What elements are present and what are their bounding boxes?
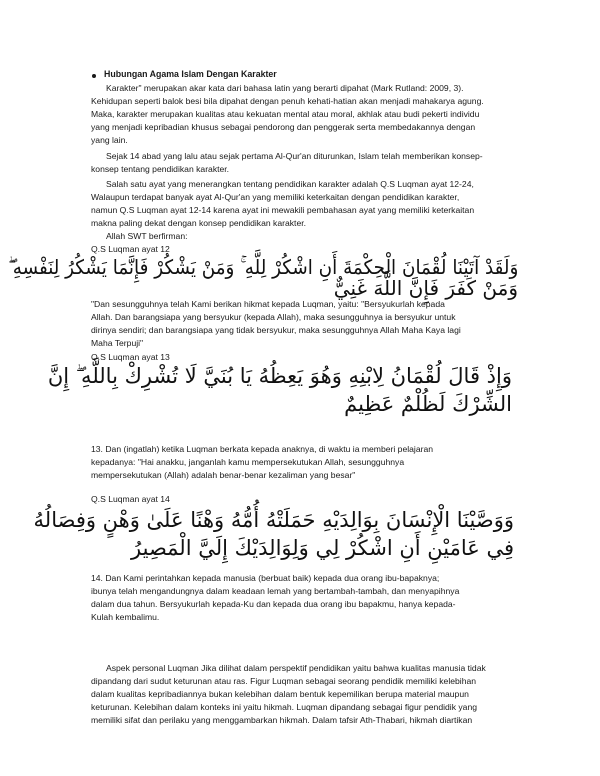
ayat-14-arabic-line: وَوَصَّيْنَا الْإِنْسَانَ بِوَالِدَيْهِ حَمَلَتْهُ أُمُّهُ وَهْنًا عَلَىٰ وَهْنٍ وَفِصَالُهُ [33, 508, 514, 532]
paragraph-line: yang lain. [91, 135, 128, 145]
paragraph-line: makna paling dekat dengan konsep pendidikan karakter. [91, 218, 306, 228]
ayat-12-translation-line: "Dan sesungguhnya telah Kami berikan hikmat kepada Luqman, yaitu: "Bersyukurlah kepada [91, 299, 445, 309]
paragraph-line: Kehidupan seperti balok besi bila dipahat dengan penuh kehati-hatian akan menjadi mahakarya agung. [91, 96, 484, 106]
ayat-12-arabic-line: وَمَنْ كَفَرَ فَإِنَّ اللَّهَ غَنِيٌّ [333, 276, 518, 300]
ayat-13-translation-line: mempersekutukan (Allah) adalah benar-benar kezaliman yang besar" [91, 470, 356, 480]
ayat-12-translation-line: Maha Terpuji" [91, 338, 144, 348]
ayat-14-arabic-line: فِي عَامَيْنِ أَنِ اشْكُرْ لِي وَلِوَالِدَيْكَ إِلَيَّ الْمَصِيرُ [131, 536, 514, 560]
paragraph-line: namun Q.S Luqman ayat 12-14 karena ayat ini mewakili pembahasan ayat yang memiliki keterkaitan [91, 205, 475, 215]
paragraph-line: konsep tentang pendidikan karakter. [91, 164, 230, 174]
ayat-13-translation-line: 13. Dan (ingatlah) ketika Luqman berkata kepada anaknya, di waktu ia memberi pelajaran [91, 444, 434, 454]
ayat-14-label: Q.S Luqman ayat 14 [91, 494, 170, 504]
ayat-13-arabic-line: وَإِذْ قَالَ لُقْمَانُ لِابْنِهِ وَهُوَ يَعِظُهُ يَا بُنَيَّ لَا تُشْرِكْ بِاللَّهِ ۖ إِنَّ [47, 364, 512, 388]
ayat-12-arabic-line: وَلَقَدْ آتَيْنَا لُقْمَانَ الْحِكْمَةَ أَنِ اشْكُرْ لِلَّهِ ۚ وَمَنْ يَشْكُرْ فَإِنَّمَا يَشْكُرُ لِنَفْسِهِ ۖ [7, 255, 518, 279]
paragraph-line: Maka, karakter merupakan kualitas atau kekuatan mental atau moral, akhlak atau budi pekerti individu [91, 109, 480, 119]
paragraph-line: dalam kualitas kepribadiannya bukan kelebihan dalam bentuk kepemilikan berupa material maupun [91, 689, 469, 699]
ayat-14-translation-line: 14. Dan Kami perintahkan kepada manusia (berbuat baik) kepada dua orang ibu-bapaknya; [91, 573, 440, 583]
paragraph-line: Salah satu ayat yang menerangkan tentang pendidikan karakter adalah Q.S Luqman ayat 12-24, [106, 179, 474, 189]
paragraph-line: Aspek personal Luqman Jika dilihat dalam perspektif pendidikan yaitu bahwa kualitas manusia tidak [106, 663, 486, 673]
section-heading: Hubungan Agama Islam Dengan Karakter [104, 69, 277, 79]
ayat-13-arabic-line: الشِّرْكَ لَظُلْمٌ عَظِيمٌ [344, 392, 512, 416]
ayat-12-translation-line: Allah. Dan barangsiapa yang bersyukur (kepada Allah), maka sesungguhnya ia bersyukur untuk [91, 312, 456, 322]
ayat-13-label: Q.S Luqman ayat 13 [91, 352, 170, 362]
paragraph-line: dipandang dari sudut keturunan atau ras. Figur Luqman sebagai seorang pendidik memiliki kelebihan [91, 676, 477, 686]
paragraph-line: keturunan. Kelebihan dalam konteks ini yaitu hikmah. Luqman dipandang sebagai figur pendidik yang [91, 702, 478, 712]
ayat-14-translation-line: Kulah kembalimu. [91, 612, 160, 622]
paragraph-line: Walaupun terdapat banyak ayat Al-Qur'an yang memiliki keterkaitan dengan pendidikan karakter, [91, 192, 460, 202]
paragraph-line: Sejak 14 abad yang lalu atau sejak pertama Al-Qur'an diturunkan, Islam telah memberikan konsep- [106, 151, 483, 161]
ayat-13-translation-line: kepadanya: "Hai anakku, janganlah kamu mempersekutukan Allah, sesungguhnya [91, 457, 405, 467]
paragraph-line: Karakter" merupakan akar kata dari bahasa latin yang berarti dipahat (Mark Rutland: 2009, 3). [106, 83, 464, 93]
paragraph-line: yang menjadi kepribadian khusus sebagai pendorong dan penggerak serta membedakannya dengan [91, 122, 476, 132]
ayat-12-label: Q.S Luqman ayat 12 [91, 244, 170, 254]
ayat-14-translation-line: ibunya telah mengandungnya dalam keadaan lemah yang bertambah-tambah, dan menyapihnya [91, 586, 460, 596]
ayat-14-translation-line: dalam dua tahun. Bersyukurlah kepada-Ku dan kepada dua orang ibu bapakmu, hanya kepada- [91, 599, 456, 609]
allah-line: Allah SWT berfirman: [106, 231, 188, 241]
bullet-icon [92, 74, 96, 78]
paragraph-line: memiliki sifat dan perilaku yang menggambarkan hikmah. Dalam tafsir Ath-Thabari, hikmah diartikan [91, 715, 473, 725]
ayat-12-translation-line: dirinya sendiri; dan barangsiapa yang tidak bersyukur, maka sesungguhnya Allah Maha Kaya lagi [91, 325, 461, 335]
